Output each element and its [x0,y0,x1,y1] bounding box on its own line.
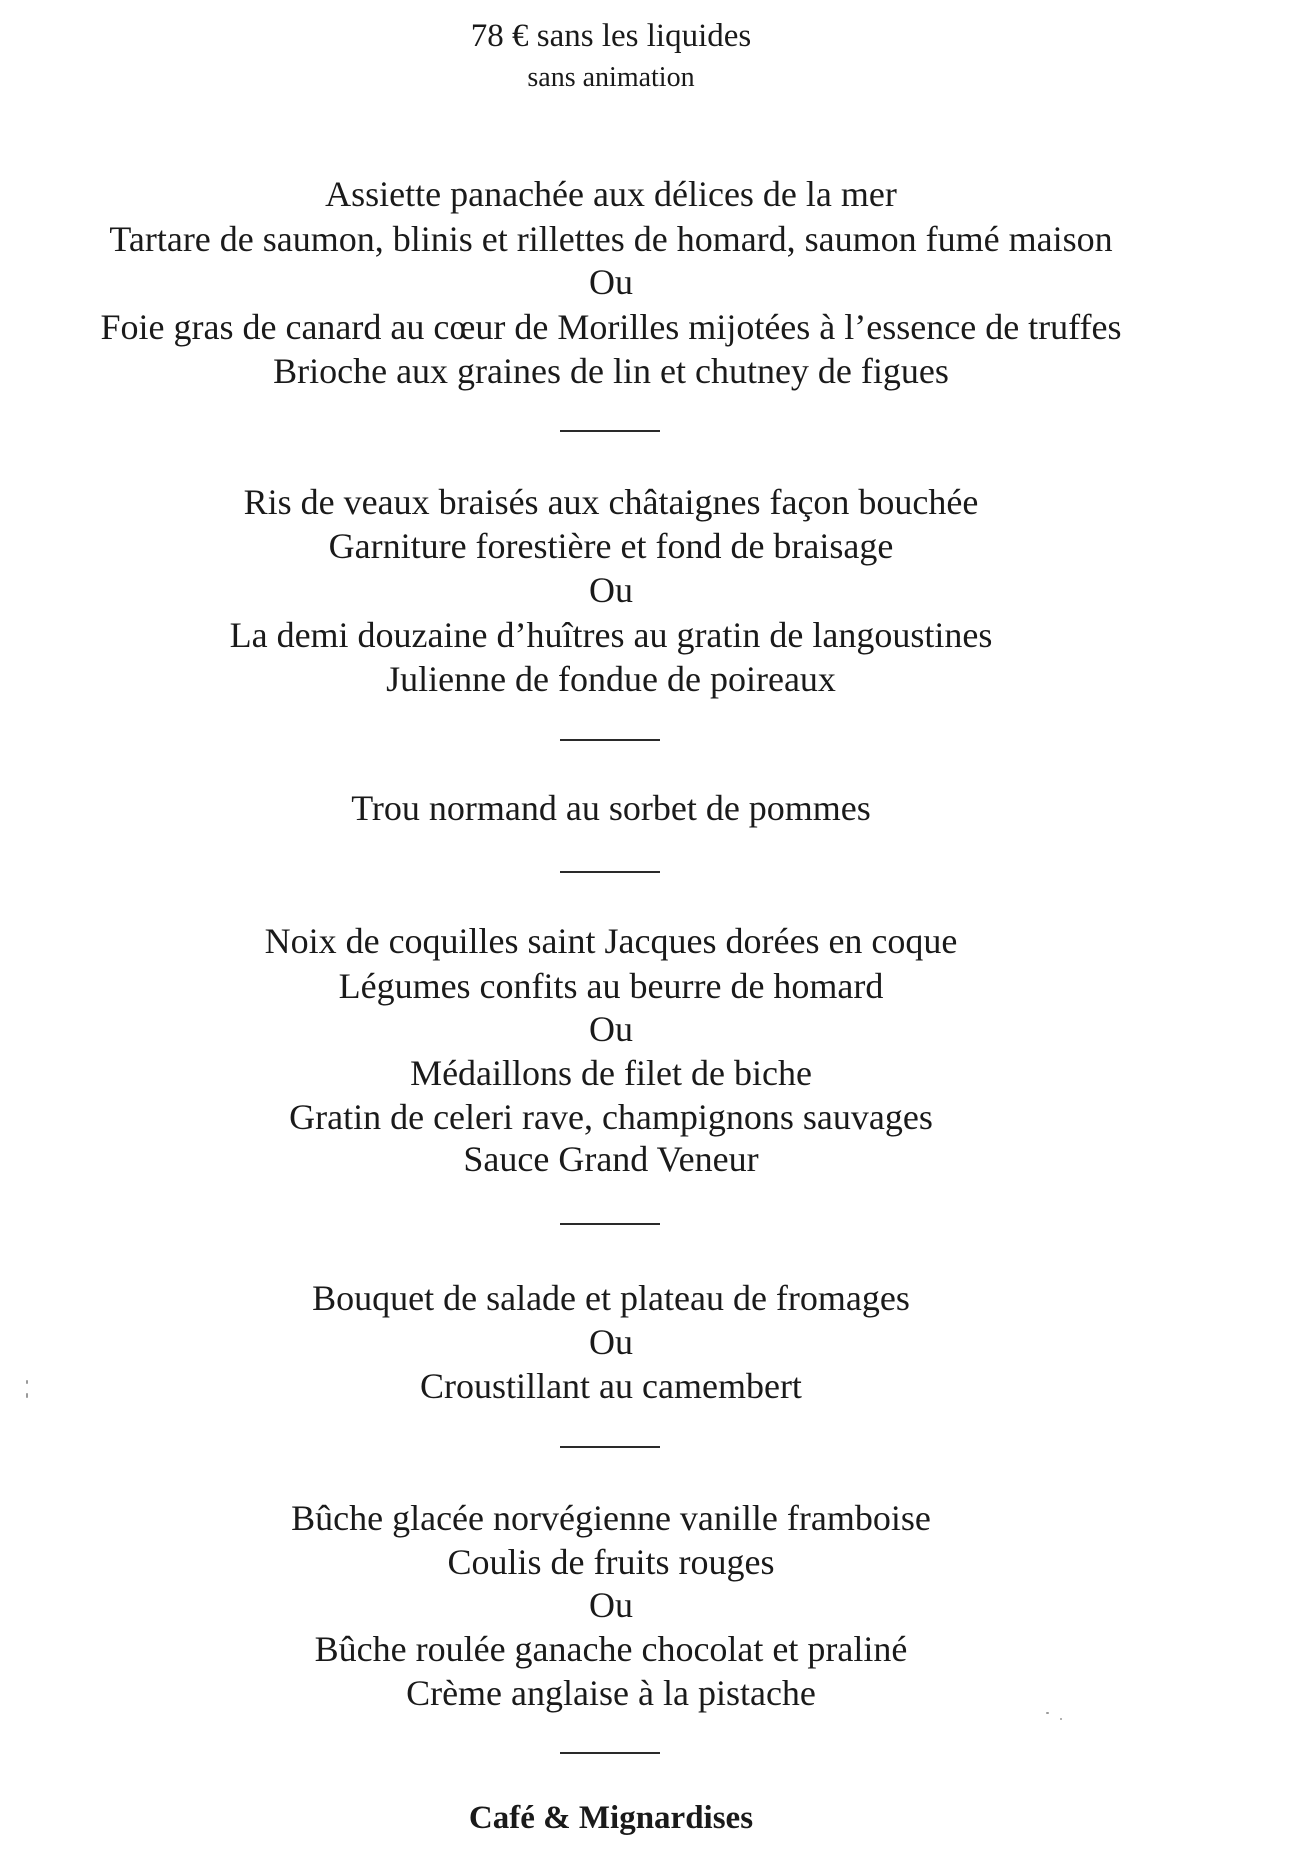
course-2-or: Ou [589,570,633,610]
course-4-line-2: Légumes confits au beurre de homard [338,966,884,1006]
course-2-line-1: Ris de veaux braisés aux châtaignes façon bouchée [243,482,979,522]
course-1-line-1: Assiette panachée aux délices de la mer [325,174,897,214]
course-4-line-6: Sauce Grand Veneur [463,1139,759,1179]
course-separator [560,1752,660,1754]
course-separator [560,430,660,432]
course-6-line-1: Bûche glacée norvégienne vanille framboise [291,1498,931,1538]
course-5-line-1: Bouquet de salade et plateau de fromages [312,1278,910,1318]
menu-price: 78 € sans les liquides [470,18,752,54]
course-separator [560,871,660,873]
course-6-line-2: Coulis de fruits rouges [447,1542,775,1582]
course-2-line-5: Julienne de fondue de poireaux [386,659,836,699]
course-5-line-3: Croustillant au camembert [420,1366,802,1406]
course-1-or: Ou [589,262,633,302]
course-1-line-5: Brioche aux graines de lin et chutney de figues [273,351,949,391]
course-6-line-5: Crème anglaise à la pistache [406,1673,816,1713]
course-2-line-4: La demi douzaine d’huîtres au gratin de langoustines [229,615,993,655]
scan-speck [1060,1718,1062,1720]
course-4-line-5: Gratin de celeri rave, champignons sauvages [289,1097,933,1137]
course-1-line-2: Tartare de saumon, blinis et rillettes de homard, saumon fumé maison [109,219,1113,259]
course-1-line-4: Foie gras de canard au cœur de Morilles mijotées à l’essence de truffes [100,307,1122,347]
course-2-line-2: Garniture forestière et fond de braisage [328,526,894,566]
menu-note: sans animation [527,62,695,93]
scan-speck [26,1393,28,1398]
course-separator [560,1223,660,1225]
course-separator [560,739,660,741]
course-separator [560,1446,660,1448]
course-4-or: Ou [589,1009,633,1049]
menu-closing: Café & Mignardises [468,1800,754,1836]
course-4-line-4: Médaillons de filet de biche [410,1053,812,1093]
scan-speck [26,1380,28,1384]
course-3-line-1: Trou normand au sorbet de pommes [351,788,871,828]
course-4-line-1: Noix de coquilles saint Jacques dorées en coque [264,921,958,961]
scan-speck [1046,1712,1049,1714]
course-5-or: Ou [589,1322,633,1362]
course-6-or: Ou [589,1585,633,1625]
course-6-line-4: Bûche roulée ganache chocolat et praliné [314,1629,908,1669]
